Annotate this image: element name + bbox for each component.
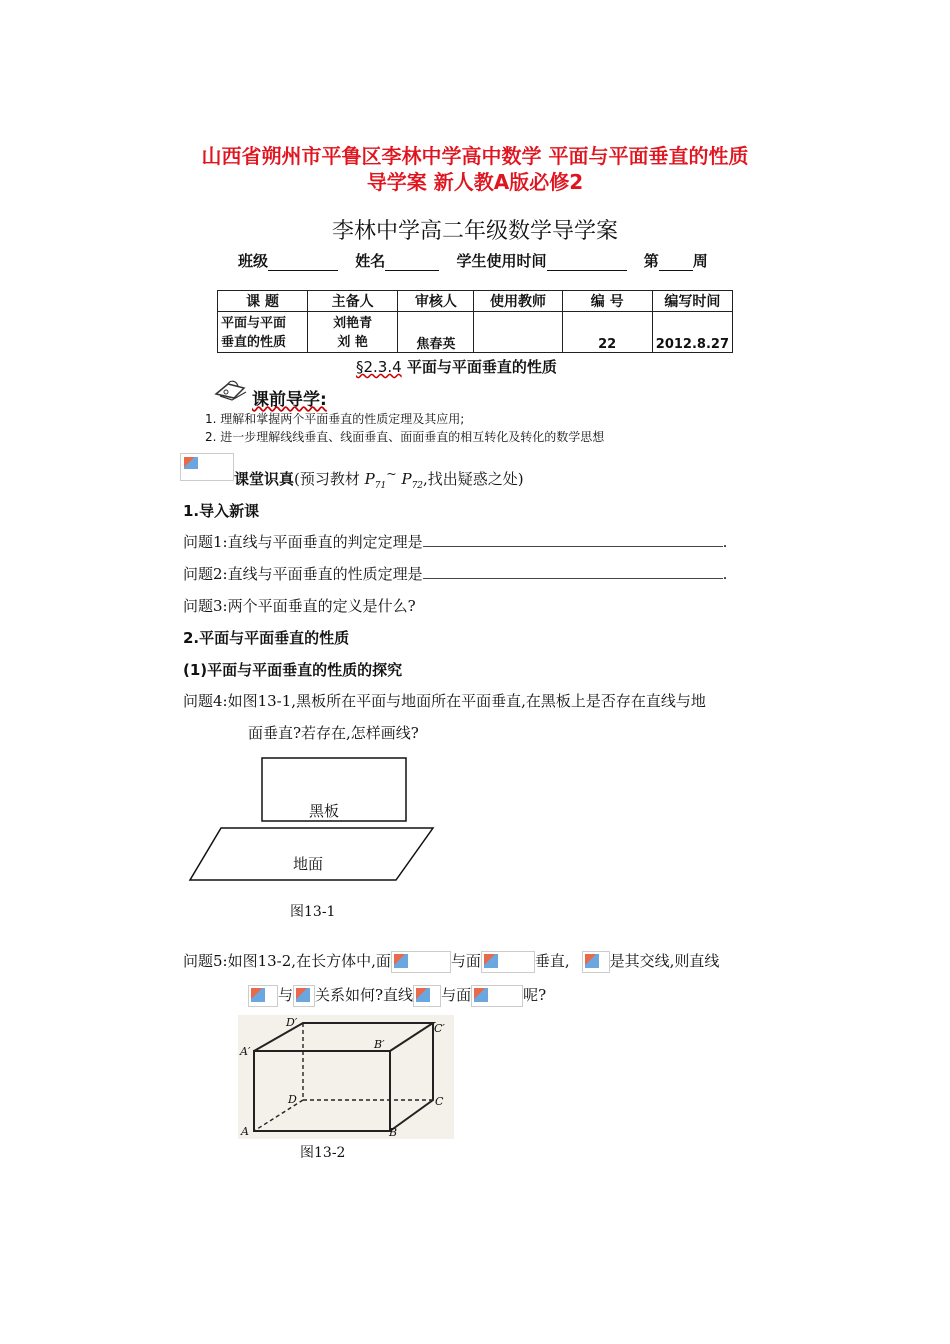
part2-subheading: (1)平面与平面垂直的性质的探究 — [183, 661, 403, 679]
classroom-note-suffix: ,找出疑惑之处) — [423, 470, 524, 488]
part1-heading: 1.导入新课 — [183, 502, 260, 520]
q5-text-3: 是其交线,则直线 — [609, 952, 720, 970]
q5-text-2: 垂直, — [534, 952, 570, 970]
cell-author — [308, 312, 398, 353]
formula-image-placeholder — [471, 985, 523, 1007]
page-ref-end: $P_{72}$ — [401, 470, 424, 491]
vertex-label-B: B — [389, 1126, 398, 1139]
vertex-label-A1: A′ — [240, 1045, 251, 1058]
author-line2: 刘 艳 — [337, 335, 368, 350]
header-reviewer: 审核人 — [398, 291, 474, 312]
school-title: 李林中学高二年级数学导学案 — [331, 219, 618, 244]
document-title-line2: 导学案 新人教A版必修2 — [366, 170, 584, 194]
page-ref-start: $P_{71}$ — [364, 470, 387, 491]
answer-blank-1[interactable] — [423, 532, 723, 547]
cell-reviewer: 焦春英 — [398, 312, 474, 353]
figure-13-1-caption: 图13-1 — [290, 904, 336, 920]
formula-image-placeholder — [413, 985, 441, 1007]
info-row — [238, 250, 708, 271]
q5-text-1: 与面 — [450, 952, 481, 970]
classroom-heading: 课堂识真 — [234, 470, 295, 488]
vertex-label-A: A — [241, 1125, 249, 1138]
cell-date: 2012.8.27 — [652, 312, 732, 353]
ground-label: 地面 — [293, 855, 324, 873]
part2-heading: 2.平面与平面垂直的性质 — [183, 629, 350, 647]
book-hand-icon — [214, 378, 250, 402]
week-blank — [659, 254, 693, 271]
classroom-heading-row — [234, 466, 524, 491]
question-4-line1: 问题4:如图13-1,黑板所在平面与地面所在平面垂直,在黑板上是否存在直线与地 — [183, 692, 706, 710]
topic-line2: 垂直的性质 — [221, 335, 287, 350]
cell-teacher — [474, 312, 562, 353]
formula-image-placeholder — [391, 951, 451, 973]
section-title: 平面与平面垂直的性质 — [406, 358, 557, 376]
header-teacher: 使用教师 — [474, 291, 562, 312]
cell-number: 22 — [562, 312, 652, 353]
header-author: 主备人 — [308, 291, 398, 312]
q5-line2-text-1: 与 — [278, 986, 294, 1004]
name-label: 姓名 — [355, 252, 386, 270]
question-2: 问题2:直线与平面垂直的性质定理是 . — [183, 565, 728, 583]
formula-image-placeholder — [248, 985, 278, 1007]
time-blank — [547, 254, 627, 271]
broken-image-icon — [182, 455, 204, 473]
time-label: 学生使用时间 — [456, 252, 547, 270]
question-4-line2: 面垂直?若存在,怎样画线? — [248, 724, 419, 742]
class-label: 班级 — [238, 252, 269, 270]
name-blank — [385, 254, 439, 271]
section-number: §2.3.4 — [356, 358, 402, 376]
vertex-label-C: C — [435, 1095, 444, 1108]
blackboard-label: 黑板 — [309, 802, 340, 820]
header-date: 编写时间 — [652, 291, 732, 312]
vertex-label-D: D — [288, 1093, 297, 1106]
formula-image-placeholder — [582, 951, 610, 973]
lesson-info-table — [217, 290, 733, 353]
classroom-note-prefix: (预习教材 — [294, 470, 360, 488]
figure-13-2 — [238, 1015, 454, 1139]
goal-item-1: 1. 理解和掌握两个平面垂直的性质定理及其应用; — [205, 412, 465, 426]
header-topic: 课 题 — [218, 291, 308, 312]
cell-topic — [218, 312, 308, 353]
answer-blank-2[interactable] — [423, 564, 723, 579]
vertex-label-D1: D′ — [286, 1016, 298, 1029]
document-title-line1: 山西省朔州市平鲁区李林中学高中数学 平面与平面垂直的性质 — [201, 144, 749, 168]
question-5-line2 — [248, 984, 546, 1007]
week-suffix: 周 — [692, 252, 708, 270]
q5-line2-text-4: 呢? — [523, 986, 547, 1004]
topic-line1: 平面与平面 — [221, 316, 287, 331]
formula-image-placeholder — [293, 985, 315, 1007]
q5-line2-text-2: 关系如何?直线 — [315, 986, 414, 1004]
pre-study-heading: 课前导学: — [252, 390, 327, 410]
question-5-line1 — [183, 950, 719, 973]
table-header-row — [218, 291, 733, 312]
question-2-text: 问题2:直线与平面垂直的性质定理是 — [183, 565, 423, 583]
header-number: 编 号 — [562, 291, 652, 312]
author-line1: 刘艳青 — [333, 316, 373, 331]
tilde: ~ — [386, 466, 397, 481]
figure-13-2-caption: 图13-2 — [300, 1145, 346, 1161]
vertex-label-C1: C′ — [434, 1022, 445, 1035]
q5-line2-text-3: 与面 — [441, 986, 472, 1004]
question-1-text: 问题1:直线与平面垂直的判定定理是 — [183, 533, 423, 551]
q5-prefix: 问题5:如图13-2,在长方体中,面 — [183, 952, 391, 970]
question-1: 问题1:直线与平面垂直的判定定理是 . — [183, 533, 728, 551]
classroom-image-placeholder — [180, 453, 234, 481]
class-blank — [268, 254, 338, 271]
table-body-row — [218, 312, 733, 353]
formula-image-placeholder — [481, 951, 535, 973]
vertex-label-B1: B′ — [374, 1038, 385, 1051]
goal-item-2: 2. 进一步理解线线垂直、线面垂直、面面垂直的相互转化及转化的数学思想 — [205, 430, 605, 444]
question-3: 问题3:两个平面垂直的定义是什么? — [183, 597, 416, 615]
week-prefix: 第 — [643, 252, 659, 270]
section-heading — [356, 356, 557, 377]
